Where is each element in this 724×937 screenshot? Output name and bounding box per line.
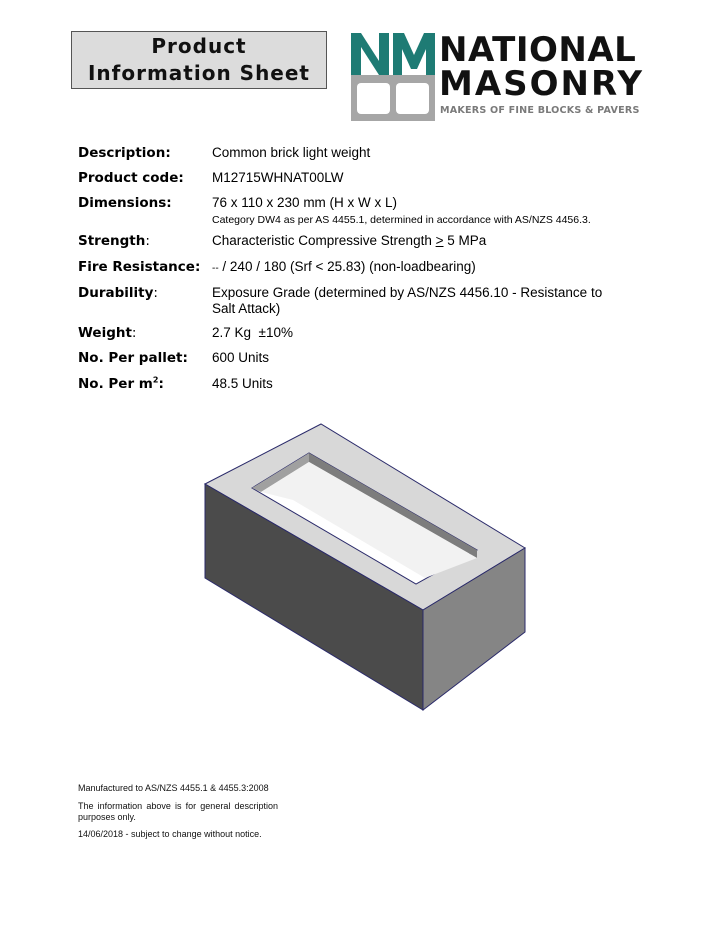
per-m2-colon: :: [158, 376, 164, 392]
strength-colon: :: [145, 233, 150, 249]
weight-label-block: [78, 325, 136, 341]
per-m2-value: 48.5 Units: [212, 376, 273, 391]
fire-resistance-value: / 240 / 180 (Srf < 25.83) (non-loadbearing): [218, 259, 476, 274]
per-pallet-label: No. Per pallet:: [78, 350, 188, 366]
product-information-title: [71, 31, 327, 89]
logo-word-masonry: MASONRY: [439, 64, 644, 104]
national-masonry-logo: [349, 31, 654, 123]
nm-monogram-icon: [349, 31, 439, 123]
fire-resistance-label: Fire Resistance:: [78, 259, 201, 275]
general-description-note: The information above is for general description purposes only.: [78, 801, 278, 822]
greater-equal-symbol: >: [435, 233, 444, 248]
title-line-1: Product: [151, 34, 247, 58]
manufactured-to-note: Manufactured to AS/NZS 4455.1 & 4455.3:2008: [78, 783, 269, 793]
title-line-2: Information Sheet: [87, 61, 310, 85]
product-code-label: Product code:: [78, 170, 184, 186]
strength-label: Strength: [78, 233, 146, 249]
per-pallet-value: 600 Units: [212, 350, 270, 365]
description-value: Common brick light weight: [212, 145, 371, 160]
strength-label-block: [78, 233, 150, 249]
durability-label: Durability: [78, 285, 154, 301]
dimensions-value: 76 x 110 x 230 mm (H x W x L): [212, 195, 398, 210]
per-m2-superscript: 2: [152, 375, 159, 385]
durability-label-block: [78, 285, 158, 301]
brick-illustration: [195, 418, 530, 714]
strength-value-suffix: 5 MPa: [447, 233, 487, 248]
dimensions-category-note: Category DW4 as per AS 4455.1, determined in accordance with AS/NZS 4456.3.: [212, 214, 591, 226]
product-code-value: M12715WHNAT00LW: [212, 170, 344, 185]
per-m2-label: No. Per m: [78, 376, 153, 392]
strength-value-prefix: Characteristic Compressive Strength: [212, 233, 432, 248]
fire-resistance-dash: --: [212, 263, 219, 274]
weight-value: 2.7 Kg ±10%: [212, 325, 293, 340]
strength-value-block: [212, 233, 632, 249]
dimensions-value-block: [212, 195, 632, 228]
per-m2-label-block: [78, 376, 164, 392]
logo-tagline: MAKERS OF FINE BLOCKS & PAVERS: [440, 105, 640, 116]
durability-colon: :: [153, 285, 158, 301]
dimensions-label: Dimensions:: [78, 195, 172, 211]
weight-colon: :: [131, 325, 137, 341]
date-change-note: 14/06/2018 - subject to change without notice.: [78, 829, 262, 839]
description-label: Description:: [78, 145, 171, 161]
weight-label: Weight: [78, 325, 132, 341]
durability-value: Exposure Grade (determined by AS/NZS 4456.10 - Resistance to Salt Attack): [212, 285, 603, 316]
logo-word-national: NATIONAL: [439, 30, 637, 70]
fire-resistance-value-block: [212, 259, 632, 277]
